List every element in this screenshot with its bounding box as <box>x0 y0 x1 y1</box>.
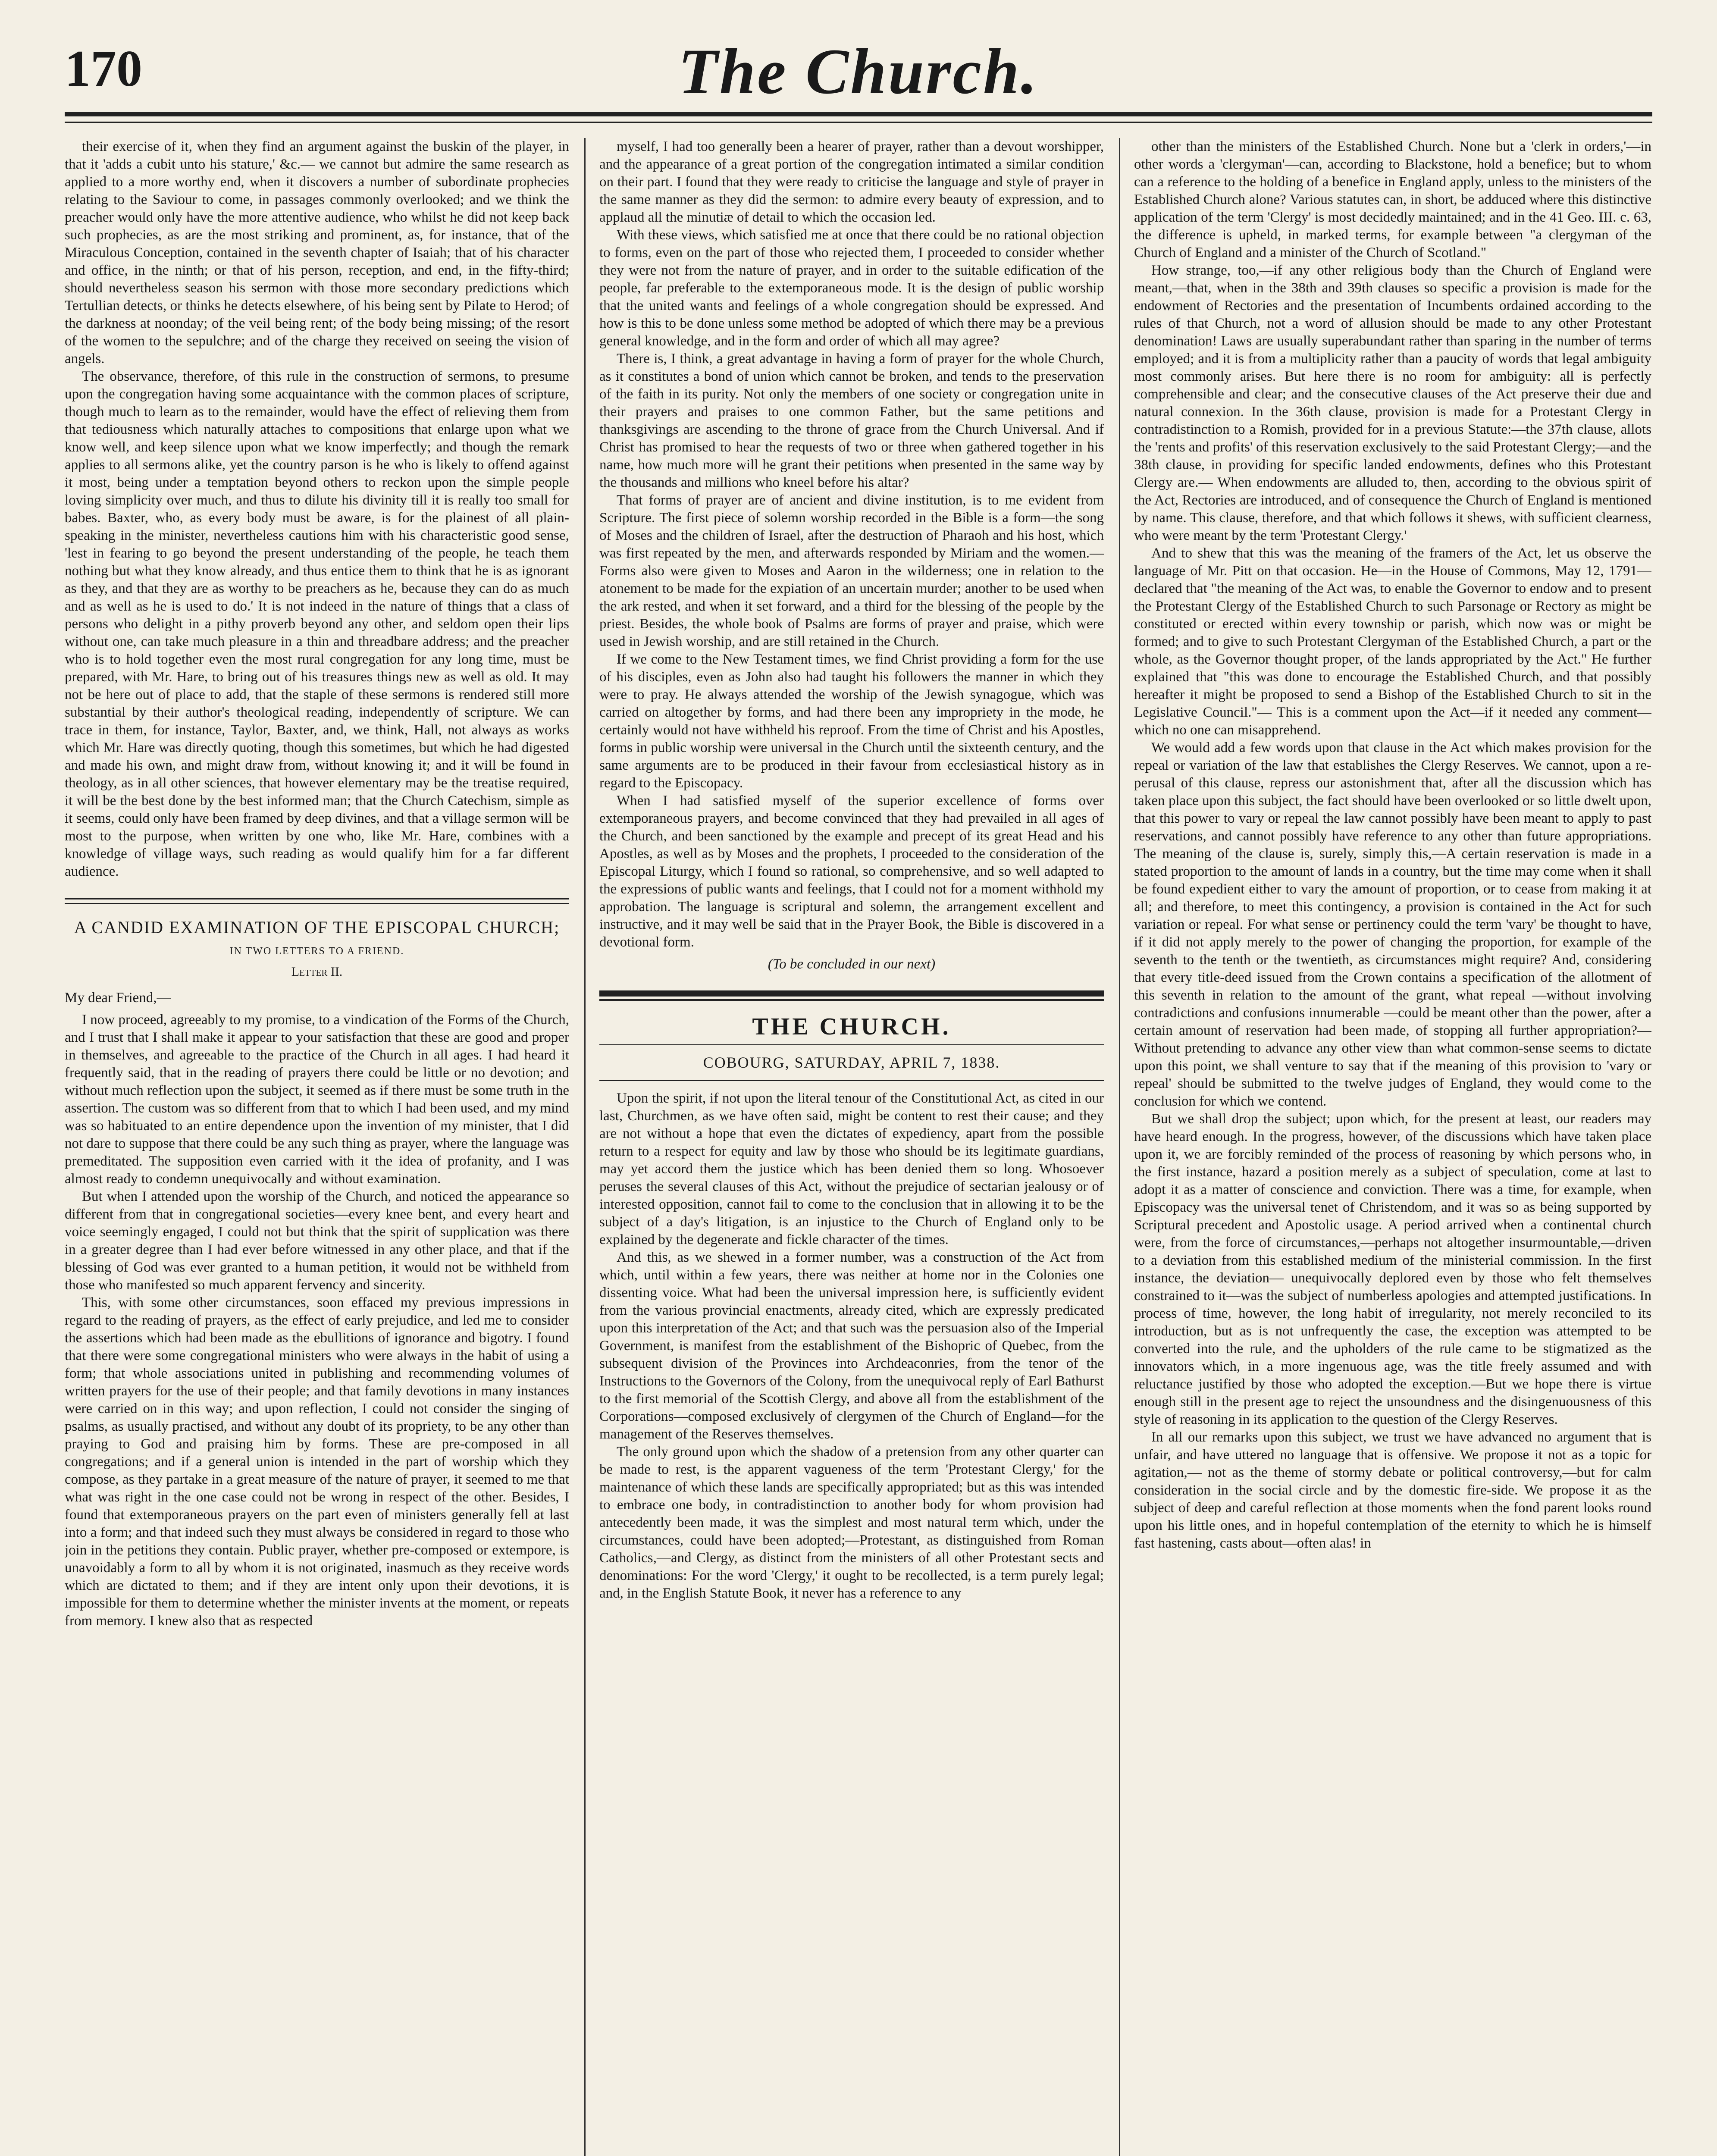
paragraph: But when I attended upon the worship of the Church, and noticed the appearance so different from that in congregational societies—every knee bent, and every heart and voice seemingly engaged, I could not but think that the spirit of supplication was there in a greater degree than I had ever before witnessed in any other place, and that if the blessing of God was ever granted to a human petition, it would not be withheld from those who manifested so much apparent fervency and sincerity. <box>65 1189 569 1293</box>
paragraph: Upon the spirit, if not upon the literal tenour of the Constitutional Act, as cited in our last, Churchmen, as we have often said, might be content to rest their cause; and they are not without a hope that even the dictates of expediency, apart from the possible return to a respect for equity and law by those who should be its legitimate guardians, may yet accord them the justice which has been denied them so long. Whosoever peruses the several clauses of this Act, without the prejudice of sectarian jealousy or of interested opposition, cannot fail to come to the conclusion that in allowing it to be the subject of a day's litigation, is an injustice to the Church of England only to be explained by the degenerate and fickle character of the times. <box>599 1091 1104 1247</box>
paragraph: With these views, which satisfied me at once that there could be no rational objection to forms, even on the part of those who rejected them, I proceeded to consider whether they were not from the nature of prayer, and in order to the suitable edification of the people, far preferable to the extemporaneous mode. It is the design of public worship that the united wants and feelings of a whole congregation should be expressed. And how is this to be done unless some method be adopted of which there may be a previous general knowledge, and in the form and order of which all may agree? <box>599 227 1104 349</box>
paragraph: In all our remarks upon this subject, we trust we have advanced no argument that is unfair, and have uttered no language that is offensive. We propose it not as a topic for agitation,— not as the theme of stormy debate or political controversy,—but for calm consideration in the social circle and by the domestic fire-side. We propose it as the subject of deep and careful reflection at those moments when the fond parent looks round upon his little ones, and in hopeful contemplation of the eternity to which he is himself fast hastening, casts about—often alas! in <box>1134 1429 1651 1551</box>
section-divider <box>599 990 1104 997</box>
column-1 <box>65 138 569 2156</box>
article-subtitle: IN TWO LETTERS TO A FRIEND. <box>229 946 404 957</box>
paragraph: other than the ministers of the Established Church. None but a 'clerk in orders,'—in other words a 'clergyman'—can, according to Blackstone, hold a benefice; but to whom can a reference to the holding of a benefice in England apply, unless to the ministers of the Established Church alone? Various statutes can, in short, be adduced where this distinctive application of the term 'Clergy' is most decidedly maintained; and in the 41 Geo. III. c. 63, the difference is upheld, in marked terms, for example between "a clergyman of the Church of England and a minister of the Church of Scotland." <box>1134 139 1651 260</box>
article-letter-number: Letter II. <box>291 965 343 979</box>
paragraph: When I had satisfied myself of the superior excellence of forms over extemporaneous prayers, and become convinced that they had prevailed in all ages of the Church, and been sanctioned by the example and precept of its great Head and his Apostles, as well as by Moses and the prophets, I proceeded to the consideration of the Episcopal Liturgy, which I found so rational, so comprehensive, and so well adapted to the expressions of public wants and feelings, that I could not for a moment withhold my approbation. The language is scriptural and solemn, the arrangement excellent and instructive, and it may well be said that in the Prayer Book, the Bible is discovered in a devotional form. <box>599 793 1104 950</box>
page-number: 170 <box>65 40 142 97</box>
column-3 <box>1134 138 1651 2156</box>
paragraph: myself, I had too generally been a hearer of prayer, rather than a devout worshipper, and the appearance of a great portion of the congregation intimated a similar condition on their part. I found that they were ready to criticise the language and style of prayer in the same manner as they did the sermon: to admire every beauty of expression, and to applaud all the minutiæ of detail to which the occasion led. <box>599 139 1104 225</box>
masthead-rule-thin <box>65 122 1652 123</box>
article-title: A CANDID EXAMINATION OF THE EPISCOPAL CHURCH; <box>74 918 560 937</box>
paragraph: How strange, too,—if any other religious body than the Church of England were meant,—that, when in the 38th and 39th clauses so specific a provision is made for the endowment of Rectories and the presentation of Incumbents ordained according to the rules of that Church, not a word of allusion should be made to any other Protestant denomination! Laws are usually superabundant rather than sparing in the number of terms employed; and it is from a multiplicity rather than a paucity of words that legal ambiguity most commonly arises. But here there is no room for ambiguity: all is perfectly comprehensible and clear; and the consecutive clauses of the Act preserve their due and natural connexion. In the 36th clause, provision is made for a Protestant Clergy in contradistinction to a Romish, provided for in a previous Statute:—the 37th clause, allots the 'rents and profits' of this reservation exclusively to the said Protestant Clergy;—and the 38th clause, in providing for specific landed endowments, defines who this Protestant Clergy are.— When endowments are alluded to, then, according to the obvious spirit of the Act, Rectories are introduced, and of consequence the Church of England is mentioned by name. This clause, therefore, and that which follows it shews, with sufficient clearness, who were meant by the term 'Protestant Clergy.' <box>1134 263 1651 543</box>
article-divider <box>65 898 569 904</box>
paragraph: The observance, therefore, of this rule in the construction of sermons, to presume upon the congregation having some acquaintance with the common places of scripture, though much to learn as to the remainder, would have the effect of relieving them from that tediousness which naturally attaches to compositions that enlarge upon what we know well, and keep silence upon what we know imperfectly; and though the remark applies to all sermons alike, yet the country parson is he who is likely to offend against it most, being under a temptation beyond others to reckon upon the simple people loving simplicity over much, and thus to dilute his divinity till it is really too small for babes. Baxter, who, as every body must be aware, is for the plainest of all plain-speaking in the minister, nevertheless cautions him with his characteristic good sense, 'lest in fearing to go beyond the present understanding of the people, he teach them nothing but what they know already, and thus entice them to think that he is as ignorant as they, and that they are as worthy to be preachers as he, because they can do as much and as well as he is used to do.' It is not indeed in the nature of things that a class of persons who delight in a pithy proverb beyond any other, and seldom open their lips without one, can take much pleasure in a thin and threadbare address; and the preacher who is to hold together even the most rural congregation for any long time, must be prepared, with Mr. Hare, to bring out of his treasures things new as well as old. It may not be here out of place to add, that the staple of these sermons is rendered still more substantial by their author's theological reading, independently of scripture. We can trace in them, for instance, Taylor, Baxter, and, we think, Hall, not always as works which Mr. Hare was directly quoting, though this sometimes, but which he had digested and made his own, and might draw from, without knowing it; and it will be found in theology, as in all other sciences, that however elementary may be the treatise required, it will be the best done by the best informed man; that the Church Catechism, simple as it seems, could only have been framed by deep divines, and that a village sermon will be most to the purpose, when written by one who, like Mr. Hare, combines with a knowledge of village ways, such reading as would qualify him for a far different audience. <box>65 369 569 879</box>
section-divider-thin <box>599 999 1104 1001</box>
paragraph: their exercise of it, when they find an argument against the buskin of the player, in that it 'adds a cubit unto his stature,' &c.— we cannot but admire the same research as applied to a more worthy end, when it discovers a number of subordinate prophecies relating to the Saviour to come, in passages commonly overlooked; and we think the preacher would only have the more attentive audience, who whilst he did not keep back such prophecies, as are the most striking and prominent, as, for instance, that of the Miraculous Conception, contained in the seventh chapter of Isaiah; that of his character and office, in the ninth; or that of his person, reception, and end, in the fifty-third; should nevertheless season his sermon with those more secondary predictions which Tertullian detects, or thinks he detects elsewhere, of his being sent by Pilate to Herod; of the darkness at noonday; of the veil being rent; of the body being missing; of the resort of the women to the sepulchre; and of the charge they received on seeing the vision of angels. <box>65 139 569 367</box>
masthead-rule <box>65 112 1652 116</box>
paragraph: I now proceed, agreeably to my promise, to a vindication of the Forms of the Church, and I trust that I shall make it appear to your satisfaction that these are good and proper in themselves, and agreeable to the practice of the Church in all ages. I had heard it frequently said, that in the reading of prayers there could be little or no devotion; and without much reflection upon the subject, it seemed as if there must be some truth in the assertion. The custom was so different from that to which I had been used, and my mind was so habituated to an entire dependence upon the invention of my minister, that I did not dare to suppose that there could be any such thing as prayer, where the language was premeditated. The supposition even carried with it the idea of profanity, and I was almost ready to condemn unequivocally and without examination. <box>65 1012 569 1187</box>
section-heading: THE CHURCH. <box>752 1013 951 1040</box>
newspaper-title: The Church. <box>678 36 1039 107</box>
paragraph: And to shew that this was the meaning of the framers of the Act, let us observe the language of Mr. Pitt on that occasion. He—in the House of Commons, May 12, 1791—declared that "the meaning of the Act was, to enable the Governor to endow and to present the Protestant Clergy of the Established Church to such Parsonage or Rectory as might be constituted or erected within every township or parish, which now was or might be formed; and to give to such Protestant Clergyman of the Established Church, a part or the whole, as the Governor thought proper, of the lands appropriated by the Act." He further explained that "this was done to encourage the Established Church, and that possibly hereafter it might be proposed to send a Bishop of the Established Church to sit in the Legislative Council."— This is a comment upon the Act—if it needed any comment— which no one can misapprehend. <box>1134 545 1651 738</box>
paragraph: The only ground upon which the shadow of a pretension from any other quarter can be made to rest, is the apparent vagueness of the term 'Protestant Clergy,' for the maintenance of which these lands are specifically appropriated; but as this was intended to embrace one body, in contradistinction to another body for whom provision had antecedently been made, it was the simplest and most natural term which, under the circumstances, could have been adopted;—Protestant, as distinguished from Roman Catholics,—and Clergy, as distinct from the ministers of all other Protestant sects and denominations: For the word 'Clergy,' it ought to be recollected, is a term purely legal; and, in the English Statute Book, it never has a reference to any <box>599 1444 1104 1601</box>
heading-rule <box>599 1044 1104 1045</box>
paragraph: This, with some other circumstances, soon effaced my previous impressions in regard to the reading of prayers, as the effect of early prejudice, and led me to consider the assertions which had been made as the ebullitions of ignorance and bigotry. I found that there were some congregational ministers who were always in the habit of using a form; that whole associations united in publishing and recommending volumes of written prayers for the use of their people; and that family devotions in many instances were carried on in this way; and upon reflection, I could not consider the singing of psalms, as usually practised, and without any doubt of its propriety, to be any other than praying to God and praising him by forms. These are pre-composed in all congregations; and if a general union is intended in the part of worship which they compose, as they partake in a great measure of the nature of prayer, it seemed to me that what was right in the one case could not be wrong in respect of the other. Besides, I found that extemporaneous prayers on the part even of ministers generally fell at last into a form; and that indeed such they must always be considered in regard to those who join in the petitions they contain. Public prayer, whether pre-composed or extempore, is unavoidably a form to all by whom it is not originated, inasmuch as they receive words which are dictated to them; and if they are intent only upon their devotions, it is impossible for them to determine whether the minister invents at the moment, or repeats from memory. I knew also that as respected <box>65 1295 569 1629</box>
paragraph: There is, I think, a great advantage in having a form of prayer for the whole Church, as it constitutes a bond of union which cannot be broken, and tends to the preservation of the faith in its purity. Not only the members of one society or congregation unite in their prayers and praises to one common Father, but the same petitions and thanksgivings are ascending to the throne of grace from the Church Universal. And if Christ has promised to hear the requests of two or three when gathered together in his name, how much more will he grant their petitions when presented in the same way by the thousands and millions who kneel before his altar? <box>599 351 1104 490</box>
masthead <box>65 30 1652 129</box>
paragraph: That forms of prayer are of ancient and divine institution, is to me evident from Scripture. The first piece of solemn worship recorded in the Bible is a form—the song of Moses and the children of Israel, after the destruction of Pharaoh and his host, which was first repeated by the men, and afterwards responded by Miriam and the women.—Forms also were given to Moses and Aaron in the wilderness; one in relation to the atonement to be made for the expiation of an uncertain murder; another to be used when the ark rested, and when it set forward, and a third for the blessing of the people by the priest. Besides, the whole book of Psalms are forms of prayer and praise, which were used in Jewish worship, and are still retained in the Church. <box>599 492 1104 649</box>
dateline: COBOURG, SATURDAY, APRIL 7, 1838. <box>703 1054 1000 1071</box>
salutation: My dear Friend,— <box>65 990 171 1006</box>
dateline-rule <box>599 1080 1104 1081</box>
column-2 <box>599 138 1104 2156</box>
paragraph: We would add a few words upon that clause in the Act which makes provision for the repeal or variation of the law that establishes the Clergy Reserves. We cannot, upon a re-perusal of this clause, repress our astonishment that, after all the discussion which has taken place upon this subject, the fact should have been overlooked or so little dwelt upon, that this power to vary or repeal the law cannot possibly have been meant to apply to past reservations, and cannot possibly have reference to any other than future appropriations. The meaning of the clause is, surely, simply this,—A certain reservation is made in a stated proportion to the amount of lands in a country, but the time may come when it shall be found expedient either to vary the amount of proportion, or to cease from making it at all; and therefore, to meet this contingency, a provision is contained in the Act for such variation or repeal. For what sense or pertinency could the term 'vary' be thought to have, if it did not apply merely to the power of changing the proportion, for example of the seventh to the tenth or the twentieth, as circumstances might require? And, considering that every title-deed issued from the Crown contains a specification of the allotment of this seventh in relation to the amount of the grant, what repeal —without involving contradictions and confusions innumerable —could be meant other than the power, after a certain amount of reservation had been made, of stopping all further appropriation?—Without pretending to advance any other view than what common-sense seems to dictate upon this point, we shall venture to say that if the meaning of this provision to 'vary or repeal' should be submitted to the twelve judges of England, they would come to the conclusion for which we contend. <box>1134 740 1651 1109</box>
paragraph: But we shall drop the subject; upon which, for the present at least, our readers may have heard enough. In the progress, however, of the discussions which have taken place upon it, we are forcibly reminded of the process of reasoning by which persons who, in the first instance, hazard a position merely as a subject of speculation, come at last to adopt it as a matter of conscience and conviction. There was a time, for example, when Episcopacy was the universal tenet of Christendom, and it was so as being supported by Scriptural precedent and Apostolic usage. A period arrived when a continental church were, from the force of circumstances,—perhaps not altogether insurmountable,—driven to a deviation from this established medium of the ministerial commission. In the first instance, the deviation— unequivocally deplored even by those who felt themselves constrained to it—was the subject of numberless apologies and attempted justifications. In process of time, however, the long habit of irregularity, not merely reconciled to its introduction, but as is not unfrequently the case, the exception was attempted to be converted into the rule, and the upholders of the rule came to be stigmatized as the innovators which, in a more ingenuous age, was the title freely assumed and with reluctance justified by those who adopted the exception.—But we hope there is virtue enough still in the present age to reject the unsoundness and the disingenuousness of this style of reasoning in its application to the question of the Clergy Reserves. <box>1134 1111 1651 1427</box>
paragraph: If we come to the New Testament times, we find Christ providing a form for the use of his disciples, even as John also had taught his followers the manner in which they were to pray. He always attended the worship of the Jewish synagogue, which was carried on altogether by forms, and had there been any impropriety in the mode, he certainly would not have withheld his reproof. From the time of Christ and his Apostles, forms in public worship were universal in the Church until the sixteenth century, and the same arguments are to be produced in their favour from ecclesiastical history as in regard to the Episcopacy. <box>599 652 1104 791</box>
paragraph: And this, as we shewed in a former number, was a construction of the Act from which, until within a few years, there was neither at home nor in the Colonies one dissenting voice. What had been the universal impression here, is sufficiently evident from the various provincial enactments, already cited, which are expressly predicated upon this interpretation of the Act; and that such was the persuasion also of the Imperial Government, is manifest from the establishment of the Bishopric of Quebec, from the subsequent division of the Provinces into Archdeaconries, from the tenor of the Instructions to the Governors of the Colony, from the unequivocal reply of Earl Bathurst to the first memorial of the Scottish Clergy, and above all from the establishment of the Corporations—composed exclusively of clergymen of the Church of England—for the management of the Reserves themselves. <box>599 1250 1104 1442</box>
continued-note: (To be concluded in our next) <box>768 956 936 972</box>
column-divider <box>1119 138 1120 2156</box>
column-divider <box>584 138 586 2156</box>
